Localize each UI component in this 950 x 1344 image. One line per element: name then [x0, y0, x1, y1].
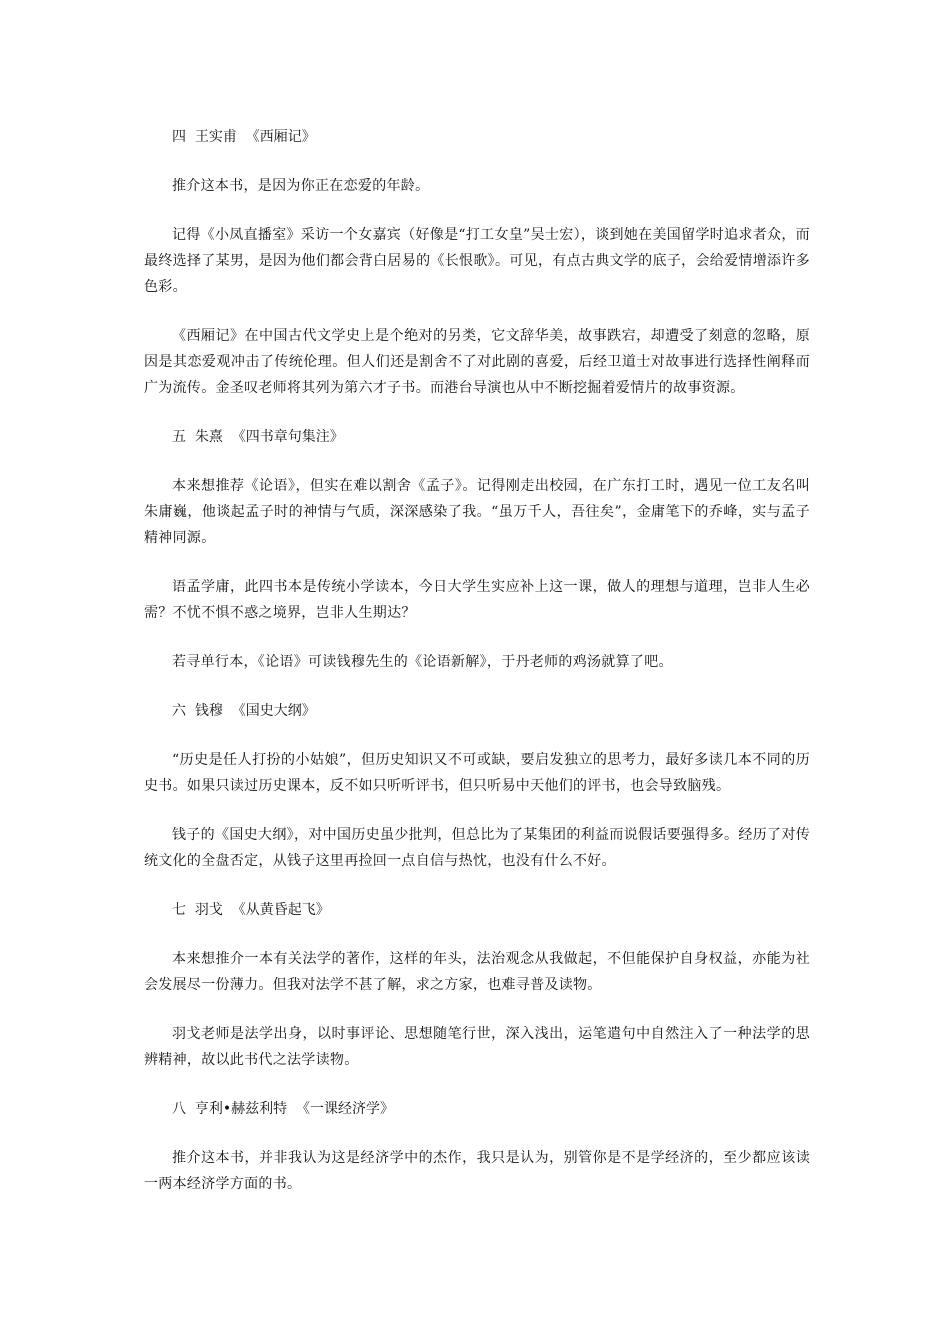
section-heading: 五 朱熹 《四书章句集注》: [172, 429, 344, 445]
section-5: [144, 424, 810, 675]
section-heading: 七 羽戈 《从黄昏起飞》: [172, 902, 330, 918]
document-body: [144, 124, 810, 1220]
paragraph: 推介这本书，并非我认为这是经济学中的杰作，我只是认为，别管你是不是学经济的，至少都应该读一两本经济学方面的书。: [144, 1150, 810, 1192]
paragraph: 若寻单行本，《论语》可读钱穆先生的《论语新解》，于丹老师的鸡汤就算了吧。: [172, 654, 673, 670]
paragraph: 本来想推介一本有关法学的著作，这样的年头，法治观念从我做起，不但能保护自身权益，亦能为社会发展尽一份薄力。但我对法学不甚了解，求之方家，也难寻普及读物。: [144, 951, 810, 993]
section-heading: 八 亨利•赫兹利特 《一课经济学》: [172, 1101, 395, 1117]
paragraph: “历史是任人打扮的小姑娘”，但历史知识又不可或缺，要启发独立的思考力，最好多读几本不同的历史书。如果只读过历史课本，反不如只听听评书，但只听易中天他们的评书，也会导致脑残。: [144, 752, 810, 794]
section-heading: 四 王实甫 《西厢记》: [172, 129, 316, 145]
paragraph: 推介这本书，是因为你正在恋爱的年龄。: [172, 178, 430, 194]
section-4: [144, 124, 810, 401]
section-8: [144, 1096, 810, 1197]
paragraph: 羽戈老师是法学出身，以时事评论、思想随笔行世，深入浅出，运笔遣句中自然注入了一种法学的思辨精神，故以此书代之法学读物。: [144, 1026, 810, 1068]
section-7: [144, 897, 810, 1073]
section-6: [144, 698, 810, 874]
paragraph: 《西厢记》在中国古代文学史上是个绝对的另类，它文辞华美，故事跌宕，却遭受了刻意的忽略，原因是其恋爱观冲击了传统伦理。但人们还是割舍不了对此剧的喜爱，后经卫道士对故事进行选择性阐释而广为流传。金圣叹老师将其列为第六才子书。而港台导演也从中不断挖掘着爱情片的故事资源。: [144, 328, 810, 396]
paragraph: 记得《小凤直播室》采访一个女嘉宾（好像是“打工女皇”吴士宏），谈到她在美国留学时追求者众，而最终选择了某男，是因为他们都会背白居易的《长恨歌》。可见，有点古典文学的底子，会给爱情增添许多色彩。: [144, 227, 810, 295]
paragraph: 钱子的《国史大纲》，对中国历史虽少批判，但总比为了某集团的利益而说假话要强得多。经历了对传统文化的全盘否定，从钱子这里再捡回一点自信与热忱，也没有什么不好。: [144, 827, 810, 869]
paragraph: 语孟学庸，此四书本是传统小学读本，今日大学生实应补上这一课，做人的理想与道理，岂非人生必需？不忧不惧不惑之境界，岂非人生期达？: [144, 579, 810, 621]
paragraph: 本来想推荐《论语》，但实在难以割舍《孟子》。记得刚走出校园，在广东打工时，遇见一位工友名叫朱庸巍，他谈起孟子时的神情与气质，深深感染了我。“虽万千人，吾往矣”，金庸笔下的乔峰，实与孟子精神同源。: [144, 478, 810, 546]
section-heading: 六 钱穆 《国史大纲》: [172, 703, 316, 719]
